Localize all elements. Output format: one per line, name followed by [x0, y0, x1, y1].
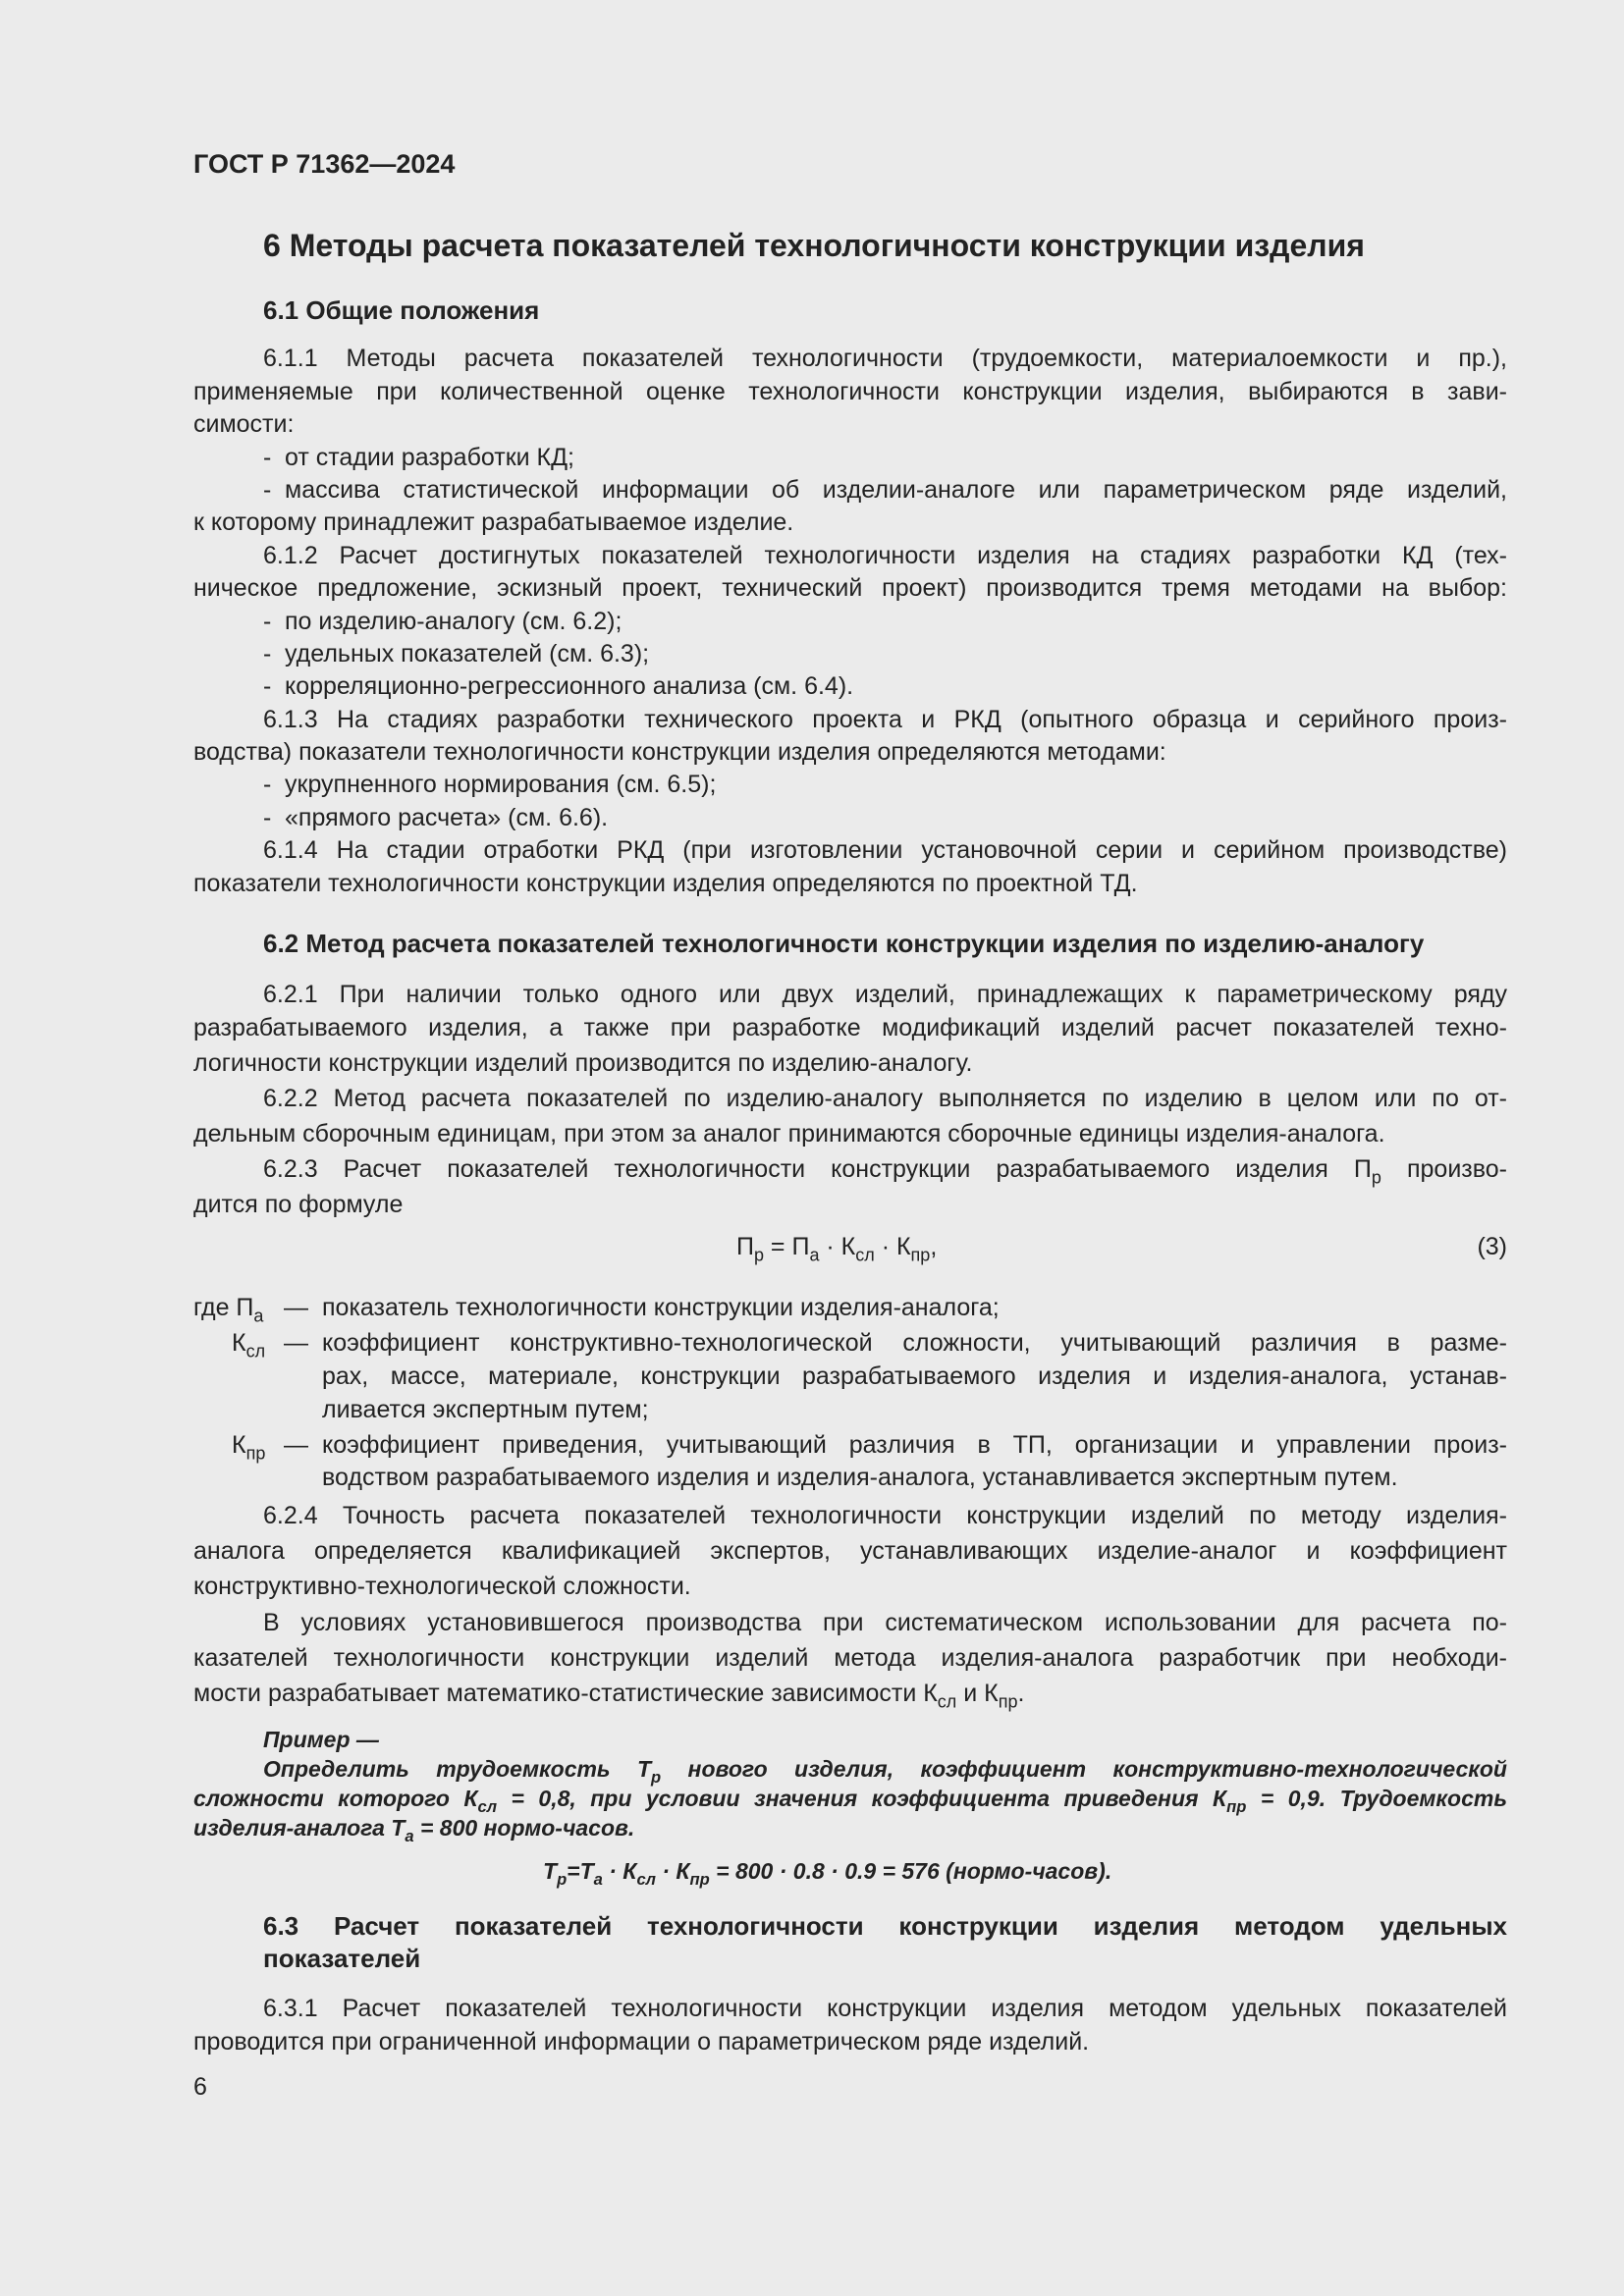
- p614-line2: показатели технологичности конструкции изделия определяются по проектной ТД.: [193, 870, 1138, 897]
- where-symbol-ksl: [232, 1327, 265, 1360]
- example-text: сложности которого К: [193, 1786, 478, 1811]
- where-def-2-line1: коэффициент конструктивно-технологической сложности, учитывающий различия в разме-: [322, 1329, 1507, 1357]
- formula-text: · К: [819, 1233, 856, 1260]
- bullet-dash: -: [263, 444, 272, 471]
- example-line1: [263, 1754, 1507, 1787]
- p613-line1: 6.1.3 На стадиях разработки технического проекта и РКД (опытного образца и серийного произ-: [263, 706, 1507, 733]
- p611-line2: применяемые при количественной оценке технологичности конструкции изделия, выбираются в зави-: [193, 378, 1507, 405]
- bullet-dash: -: [263, 476, 272, 504]
- where-sub: сл: [245, 1341, 266, 1362]
- where-sub: пр: [245, 1443, 266, 1464]
- document-code: ГОСТ Р 71362—2024: [193, 149, 456, 179]
- formula-3: [736, 1231, 937, 1263]
- p623-line1: [263, 1153, 1507, 1186]
- example-text: Определить трудоемкость T: [263, 1756, 652, 1782]
- example-text: =T: [567, 1858, 594, 1884]
- example-sub: р: [651, 1767, 662, 1787]
- example-text: изделия-аналога T: [193, 1815, 406, 1841]
- formula-text: ,: [930, 1233, 938, 1260]
- p625-text: и К: [956, 1680, 999, 1707]
- example-sub: сл: [477, 1796, 498, 1816]
- p625-line2: казателей технологичности конструкции изделий метода изделия-аналога разработчик при необходи-: [193, 1644, 1507, 1672]
- bullet-dash: -: [263, 608, 272, 635]
- p625-line1: В условиях установившегося производства при систематическом использовании для расчета по-: [263, 1609, 1507, 1636]
- p623-text-b: произво-: [1380, 1155, 1507, 1183]
- formula-number: (3): [1477, 1233, 1507, 1260]
- formula-text: · К: [874, 1233, 911, 1260]
- p624-line2: аналога определяется квалификацией экспертов, устанавливающих изделие-аналог и коэффициент: [193, 1537, 1507, 1565]
- p622-line2: дельным сборочным единицам, при этом за аналог принимаются сборочные единицы изделия-аналога.: [193, 1120, 1385, 1148]
- p625-text: .: [1017, 1680, 1025, 1707]
- where-dash: —: [284, 1431, 308, 1459]
- p631-line1: 6.3.1 Расчет показателей технологичности конструкции изделия методом удельных показателей: [263, 1995, 1507, 2022]
- formula-sub: сл: [855, 1245, 875, 1265]
- p621-line3: логичности конструкции изделий производится по изделию-аналогу.: [193, 1049, 973, 1077]
- bullet-dash: -: [263, 640, 272, 667]
- example-text: = 800 нормо-часов.: [413, 1815, 635, 1841]
- where-def-3-line2: водством разрабатываемого изделия и изделия-аналога, устанавливается экспертным путем.: [322, 1464, 1398, 1491]
- where-symbol: К: [232, 1329, 246, 1357]
- p613-line2: водства) показатели технологичности конструкции изделия определяются методами:: [193, 738, 1166, 766]
- where-symbol: К: [232, 1431, 246, 1459]
- bullet-7: «прямого расчета» (см. 6.6).: [285, 804, 609, 831]
- bullet-dash: -: [263, 672, 272, 700]
- bullet-6: укрупненного нормирования (см. 6.5);: [285, 771, 717, 798]
- p612-line2: ническое предложение, эскизный проект, технический проект) производится тремя методами на выбор:: [193, 574, 1507, 602]
- bullet-3: по изделию-аналогу (см. 6.2);: [285, 608, 623, 635]
- example-sub: а: [593, 1869, 603, 1889]
- formula-sub: а: [809, 1245, 820, 1265]
- p623-text-a: 6.2.3 Расчет показателей технологичности конструкции разрабатываемого изделия П: [263, 1155, 1372, 1183]
- example-text: нового изделия, коэффициент конструктивно-технологической: [661, 1756, 1507, 1782]
- p612-line1: 6.1.2 Расчет достигнутых показателей технологичности изделия на стадиях разработки КД (тех-: [263, 542, 1507, 569]
- formula-symbol: П: [736, 1233, 754, 1260]
- bullet-dash: -: [263, 804, 272, 831]
- bullet-2-line2: к которому принадлежит разрабатываемое изделие.: [193, 508, 794, 536]
- subsection-6-3-title-line1: 6.3 Расчет показателей технологичности конструкции изделия методом удельных: [263, 1911, 1507, 1941]
- example-sub: сл: [636, 1869, 656, 1889]
- p625-text: мости разрабатывает математико-статистические зависимости К: [193, 1680, 938, 1707]
- p622-line1: 6.2.2 Метод расчета показателей по изделию-аналогу выполняется по изделию в целом или по от-: [263, 1085, 1507, 1112]
- section-title: 6 Методы расчета показателей технологичности конструкции изделия: [263, 228, 1365, 263]
- where-def-2-line3: ливается экспертным путем;: [322, 1396, 649, 1423]
- example-text: T: [543, 1858, 558, 1884]
- where-def-3-line1: коэффициент приведения, учитывающий различия в ТП, организации и управлении произ-: [322, 1431, 1507, 1459]
- p624-line3: конструктивно-технологической сложности.: [193, 1573, 691, 1600]
- p623-line2: дится по формуле: [193, 1191, 404, 1218]
- where-def-1: показатель технологичности конструкции изделия-аналога;: [322, 1294, 1000, 1321]
- bullet-5: корреляционно-регрессионного анализа (см. 6.4).: [285, 672, 854, 700]
- p624-line1: 6.2.4 Точность расчета показателей технологичности конструкции изделий по методу изделия-: [263, 1502, 1507, 1529]
- p625-sub: пр: [998, 1691, 1018, 1712]
- example-sub: пр: [689, 1869, 710, 1889]
- bullet-dash: -: [263, 771, 272, 798]
- p625-sub: сл: [937, 1691, 957, 1712]
- where-def-2-line2: рах, массе, материале, конструкции разрабатываемого изделия и изделия-аналога, устанав-: [322, 1362, 1507, 1390]
- example-text: = 800 · 0.8 · 0.9 = 576 (нормо-часов).: [709, 1858, 1112, 1884]
- page-number: 6: [193, 2073, 207, 2101]
- p611-line1: 6.1.1 Методы расчета показателей технологичности (трудоемкости, материалоемкости и пр.),: [263, 345, 1507, 372]
- subsection-6-2-title: 6.2 Метод расчета показателей технологичности конструкции изделия по изделию-аналогу: [263, 929, 1425, 958]
- example-text: = 0,8, при условии значения коэффициента приведения К: [497, 1786, 1227, 1811]
- where-lead-text: где П: [193, 1294, 254, 1321]
- p631-line2: проводится при ограниченной информации о параметрическом ряде изделий.: [193, 2028, 1090, 2056]
- example-text: · К: [602, 1858, 637, 1884]
- example-sub: а: [405, 1826, 414, 1845]
- formula-text: = П: [763, 1233, 810, 1260]
- example-sub: р: [557, 1869, 568, 1889]
- where-dash: —: [284, 1329, 308, 1357]
- subsection-6-1-title: 6.1 Общие положения: [263, 295, 540, 325]
- example-text: · К: [655, 1858, 690, 1884]
- formula-sub: пр: [910, 1245, 931, 1265]
- p614-line1: 6.1.4 На стадии отработки РКД (при изготовлении установочной серии и серийном производстве): [263, 836, 1507, 864]
- p621-line1: 6.2.1 При наличии только одного или двух изделий, принадлежащих к параметрическому ряду: [263, 981, 1507, 1008]
- p623-sub: р: [1371, 1167, 1381, 1188]
- p625-line3: [193, 1678, 1024, 1710]
- example-label: Пример —: [263, 1727, 379, 1752]
- where-dash: —: [284, 1294, 308, 1321]
- bullet-4: удельных показателей (см. 6.3);: [285, 640, 650, 667]
- subsection-6-3-title-line2: показателей: [263, 1944, 421, 1973]
- example-calculation: [543, 1856, 1112, 1889]
- bullet-1: от стадии разработки КД;: [285, 444, 574, 471]
- example-line3: [193, 1813, 635, 1845]
- example-text: = 0,9. Трудоемкость: [1246, 1786, 1507, 1811]
- example-line2: [193, 1784, 1507, 1816]
- formula-sub: р: [753, 1245, 764, 1265]
- where-sub: а: [253, 1306, 264, 1326]
- p621-line2: разрабатываемого изделия, а также при разработке модификаций изделий расчет показателей техно-: [193, 1014, 1507, 1041]
- bullet-2-line1: массива статистической информации об изделии-аналоге или параметрическом ряде изделий,: [285, 476, 1507, 504]
- where-lead: [193, 1292, 263, 1324]
- where-symbol-kpr: [232, 1429, 265, 1462]
- example-sub: пр: [1226, 1796, 1247, 1816]
- p611-line3: симости:: [193, 410, 295, 438]
